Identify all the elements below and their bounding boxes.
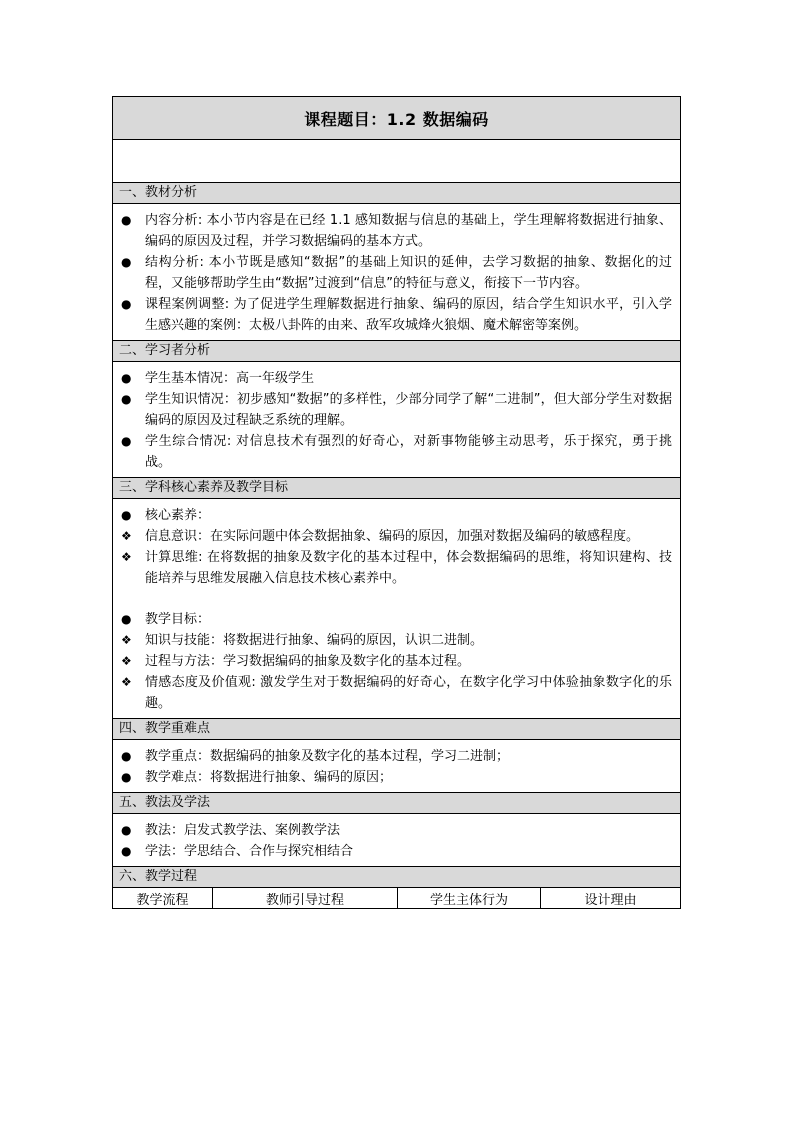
diamond-bullet-icon: ❖ — [121, 529, 132, 543]
list-item — [121, 547, 672, 589]
list-item-text: 核心素养： — [145, 508, 211, 523]
list-item — [121, 252, 672, 294]
section-body — [113, 204, 680, 341]
list-item — [121, 746, 672, 767]
bullet-icon: ● — [121, 770, 132, 784]
list-item-text: 学生综合情况: 对信息技术有强烈的好奇心，对新事物能够主动思考，乐于探究，勇于挑战。 — [145, 434, 672, 470]
blank-row — [113, 140, 680, 183]
list-item-text: 知识与技能：将数据进行抽象、编码的原因，认识二进制。 — [145, 633, 484, 648]
section-header: 一、教材分析 — [113, 183, 680, 204]
list-item-text: 信息意识：在实际问题中体会数据抽象、编码的原因，加强对数据及编码的敏感程度。 — [145, 529, 640, 544]
process-table — [113, 888, 680, 908]
lesson-plan-table — [112, 96, 681, 909]
bullet-icon: ● — [121, 434, 132, 448]
sections-container — [113, 183, 680, 867]
column-header: 教学流程 — [113, 888, 213, 908]
bullet-icon: ● — [121, 508, 132, 522]
list-item — [121, 609, 672, 630]
list-item-text: 学生基本情况：高一年级学生 — [145, 371, 315, 386]
list-item — [121, 431, 672, 473]
list-item-text: 教学难点：将数据进行抽象、编码的原因； — [145, 770, 393, 785]
spacer — [121, 589, 672, 609]
list-item-text: 过程与方法：学习数据编码的抽象及数字化的基本过程。 — [145, 654, 471, 669]
list-item-text: 教法：启发式教学法、案例教学法 — [145, 823, 341, 838]
section-body — [113, 814, 680, 867]
section-body — [113, 740, 680, 793]
diamond-bullet-icon: ❖ — [121, 675, 132, 689]
section-header: 二、学习者分析 — [113, 341, 680, 362]
list-item — [121, 767, 672, 788]
diamond-bullet-icon: ❖ — [121, 633, 132, 647]
list-item-text: 内容分析: 本小节内容是在已经 1.1 感知数据与信息的基础上，学生理解将数据进行抽象、编码的原因及过程，并学习数据编码的基本方式。 — [145, 213, 672, 249]
column-header: 教师引导过程 — [213, 888, 398, 908]
bullet-icon: ● — [121, 371, 132, 385]
section-header-process: 六、教学过程 — [113, 867, 680, 888]
diamond-bullet-icon: ❖ — [121, 654, 132, 668]
list-item-text: 教学目标： — [145, 612, 211, 627]
list-item-text: 结构分析: 本小节既是感知“数据”的基础上知识的延伸，去学习数据的抽象、数据化的过程，又能够帮助学生由“数据”过渡到“信息”的特征与意义，衔接下一节内容。 — [145, 255, 672, 291]
list-item-text: 计算思维: 在将数据的抽象及数字化的基本过程中，体会数据编码的思维，将知识建构、技能培养与思维发展融入信息技术核心素养中。 — [145, 550, 672, 586]
bullet-icon: ● — [121, 392, 132, 406]
list-item — [121, 368, 672, 389]
bullet-icon: ● — [121, 749, 132, 763]
list-item — [121, 294, 672, 336]
bullet-icon: ● — [121, 844, 132, 858]
list-item — [121, 841, 672, 862]
list-item-text: 情感态度及价值观: 激发学生对于数据编码的好奇心，在数字化学习中体验抽象数字化的乐趣。 — [145, 675, 672, 711]
list-item — [121, 526, 672, 547]
column-header: 设计理由 — [584, 892, 637, 908]
section-header: 五、教法及学法 — [113, 793, 680, 814]
list-item — [121, 210, 672, 252]
list-item — [121, 672, 672, 714]
list-item — [121, 651, 672, 672]
list-item-text: 教学重点：数据编码的抽象及数字化的基本过程，学习二进制； — [145, 749, 510, 764]
process-table-header-row — [113, 888, 680, 908]
list-item-text: 学生知识情况：初步感知“数据”的多样性，少部分同学了解“二进制”，但大部分学生对数据编码的原因及过程缺乏系统的理解。 — [145, 392, 672, 428]
section-header: 四、教学重难点 — [113, 719, 680, 740]
list-item — [121, 505, 672, 526]
list-item — [121, 820, 672, 841]
bullet-icon: ● — [121, 297, 132, 311]
bullet-icon: ● — [121, 612, 132, 626]
list-item — [121, 630, 672, 651]
list-item — [121, 389, 672, 431]
list-item-text: 课程案例调整: 为了促进学生理解数据进行抽象、编码的原因，结合学生知识水平，引入学生感兴趣的案例：太极八卦阵的由来、敌军攻城烽火狼烟、魔术解密等案例。 — [145, 297, 672, 333]
column-header: 学生主体行为 — [398, 888, 541, 908]
section-body — [113, 499, 680, 719]
section-header: 三、学科核心素养及教学目标 — [113, 478, 680, 499]
bullet-icon: ● — [121, 213, 132, 227]
list-item-text: 学法：学思结合、合作与探究相结合 — [145, 844, 354, 859]
page-title: 课程题目：1.2 数据编码 — [113, 97, 680, 140]
diamond-bullet-icon: ❖ — [121, 550, 132, 564]
bullet-icon: ● — [121, 823, 132, 837]
bullet-icon: ● — [121, 255, 132, 269]
section-body — [113, 362, 680, 478]
